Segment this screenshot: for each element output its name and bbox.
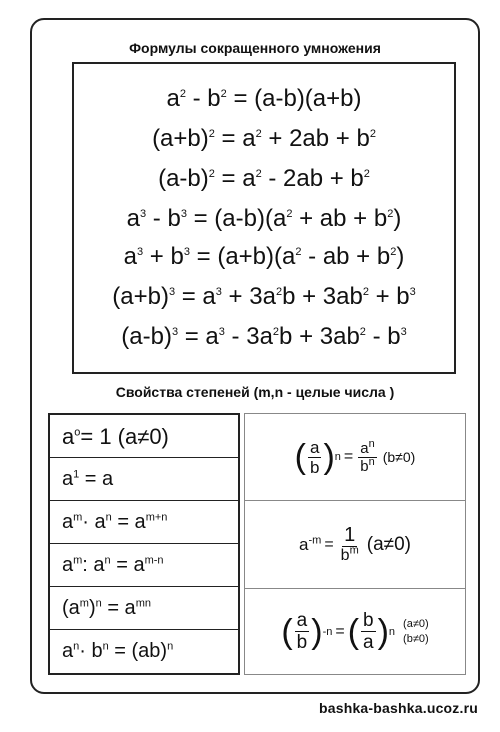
formula-text: = a bbox=[214, 165, 256, 192]
formula-text: b + 3ab bbox=[282, 283, 363, 310]
right-paren: ) bbox=[323, 438, 335, 476]
exponent: m-n bbox=[144, 554, 164, 567]
exponent: 2 bbox=[275, 286, 283, 298]
formula-text: - b bbox=[185, 85, 221, 112]
exponent: mn bbox=[135, 597, 151, 610]
fraction: $\frac{1}{b^m}$ bbox=[340, 524, 359, 564]
formula-text: (a-b) bbox=[121, 323, 172, 350]
formula-text: - 2ab + b bbox=[261, 165, 364, 192]
formula-row bbox=[74, 282, 454, 312]
formula-text: = a bbox=[214, 125, 256, 152]
formula-text: (a-b) bbox=[158, 165, 209, 192]
exponent: 3 bbox=[171, 326, 179, 338]
formula-text: a bbox=[62, 640, 74, 662]
formula-text: = a bbox=[178, 323, 219, 350]
power-property-cell bbox=[50, 415, 238, 458]
formula-text: = a bbox=[79, 468, 114, 490]
formula-text: = (ab) bbox=[108, 640, 168, 662]
conditions: (a≠0) (b≠0) bbox=[403, 617, 429, 645]
exponent: 2 bbox=[363, 168, 370, 180]
exponent: 3 bbox=[180, 208, 187, 220]
exponent: m+n bbox=[145, 511, 168, 524]
power-properties-grid bbox=[48, 413, 466, 675]
exponent: n bbox=[167, 640, 174, 653]
formula-text: a bbox=[62, 511, 74, 533]
exponent: 2 bbox=[208, 168, 215, 180]
result-fraction: $\frac{b}{a}$ bbox=[363, 610, 374, 653]
formula-text: - ab + b bbox=[301, 243, 391, 270]
exponent: 3 bbox=[140, 208, 147, 220]
exponent: 3 bbox=[137, 246, 144, 258]
formula-text: · b bbox=[79, 640, 103, 662]
exponent: m bbox=[79, 597, 89, 610]
exponent: 2 bbox=[255, 168, 262, 180]
formula-text: - 3a bbox=[224, 323, 273, 350]
formula-text: (a bbox=[62, 597, 80, 619]
formula-text: = a bbox=[111, 511, 146, 533]
formula-text: + 2ab + b bbox=[261, 125, 370, 152]
exponent: 2 bbox=[362, 286, 369, 298]
fraction-power-property: ( $\frac{a}{b}$ ) n = $\frac{a^n}{b^n}$ (b≠0) bbox=[245, 414, 465, 501]
exponent: 2 bbox=[220, 88, 227, 100]
exponent: 2 bbox=[272, 326, 280, 338]
result-fraction: $\frac{a^n}{b^n}$ bbox=[360, 437, 375, 475]
formula-text: ) bbox=[393, 205, 402, 232]
exponent: 2 bbox=[255, 128, 262, 140]
formula-text: = a bbox=[110, 554, 145, 576]
exponent: 2 bbox=[179, 88, 186, 100]
power-property-cell bbox=[50, 587, 238, 630]
exponent: m bbox=[73, 554, 83, 567]
formula-text: - b bbox=[365, 323, 401, 350]
formula-row bbox=[74, 164, 454, 194]
formula-text: + b bbox=[368, 283, 410, 310]
site-url: bashka-bashka.ucoz.ru bbox=[318, 700, 478, 716]
formula-text: + b bbox=[143, 243, 184, 270]
formula-text: a bbox=[123, 243, 138, 270]
exponent: m bbox=[73, 511, 83, 524]
formula-text: ) bbox=[88, 597, 96, 619]
power-property-cell bbox=[50, 544, 238, 587]
formula-text: = (a-b)(a+b) bbox=[226, 85, 362, 112]
exponent: n bbox=[102, 640, 109, 653]
negative-power-property: $a^{-m}$ = $\frac{1}{b^m}$ (a≠0) bbox=[245, 501, 465, 589]
power-property-cell bbox=[50, 501, 238, 544]
formula-text: ) bbox=[396, 243, 405, 270]
formula-text: + 3a bbox=[221, 283, 276, 310]
right-properties-column bbox=[244, 413, 466, 675]
power-property-cell bbox=[50, 630, 238, 673]
formula-text: b + 3ab bbox=[279, 323, 360, 350]
formula-text: = (a-b)(a bbox=[186, 205, 287, 232]
exponent: 3 bbox=[215, 286, 222, 298]
formula-text: - b bbox=[146, 205, 181, 232]
exponent: 3 bbox=[409, 286, 416, 298]
left-paren: ( bbox=[294, 438, 306, 476]
exponent: n bbox=[105, 511, 112, 524]
exponent: n bbox=[95, 597, 102, 610]
exponent: 2 bbox=[359, 326, 366, 338]
formula-card bbox=[30, 18, 480, 694]
exponent: 2 bbox=[369, 128, 376, 140]
formula-text: a bbox=[62, 554, 74, 576]
formula-text: (a+b) bbox=[152, 125, 209, 152]
exponent: 2 bbox=[387, 208, 394, 220]
power-property-cell bbox=[50, 458, 238, 501]
formula-text: = a bbox=[175, 283, 216, 310]
exponent: 1 bbox=[73, 468, 80, 481]
exponent: 3 bbox=[183, 246, 190, 258]
formula-row bbox=[74, 84, 454, 114]
formula-text: a bbox=[166, 85, 180, 112]
formula-row bbox=[74, 322, 454, 352]
formula-text: (a+b) bbox=[112, 283, 169, 310]
exponent: n bbox=[104, 554, 111, 567]
exponent: 3 bbox=[218, 326, 225, 338]
fraction: $\frac{a}{b}$ bbox=[296, 610, 308, 653]
exponent: 2 bbox=[286, 208, 293, 220]
formula-text: : a bbox=[82, 554, 105, 576]
exponent: n bbox=[73, 640, 80, 653]
formula-text: a bbox=[126, 205, 141, 232]
exponent: 2 bbox=[208, 128, 215, 140]
formula-text: + ab + b bbox=[292, 205, 388, 232]
formula-row bbox=[74, 124, 454, 154]
exponent: 3 bbox=[168, 286, 176, 298]
formula-text: = (a+b)(a bbox=[189, 243, 296, 270]
left-properties-column bbox=[48, 413, 240, 675]
multiplication-formulas-box bbox=[72, 62, 456, 374]
inverse-fraction-power-property: ( $\frac{a}{b}$ ) -n = ( $\frac{b}{a}$ ) n (a≠0) (b≠0) bbox=[281, 610, 429, 653]
exponent: o bbox=[74, 426, 81, 439]
formula-text: a bbox=[62, 468, 74, 490]
section-title-powers: Свойства степеней (m,n - целые числа ) bbox=[115, 384, 395, 400]
exponent: 3 bbox=[400, 326, 407, 338]
section-title-multiplication: Формулы сокращенного умножения bbox=[129, 40, 381, 56]
formula-text: · a bbox=[82, 511, 106, 533]
formula-text: = 1 (a≠0) bbox=[80, 424, 169, 449]
formula-row bbox=[74, 242, 454, 272]
formula-text: a bbox=[62, 424, 75, 449]
exponent: 2 bbox=[295, 246, 302, 258]
exponent: 2 bbox=[390, 246, 397, 258]
formula-text: = a bbox=[101, 597, 136, 619]
formula-row bbox=[74, 204, 454, 234]
fraction: $\frac{a}{b}$ bbox=[310, 437, 320, 477]
